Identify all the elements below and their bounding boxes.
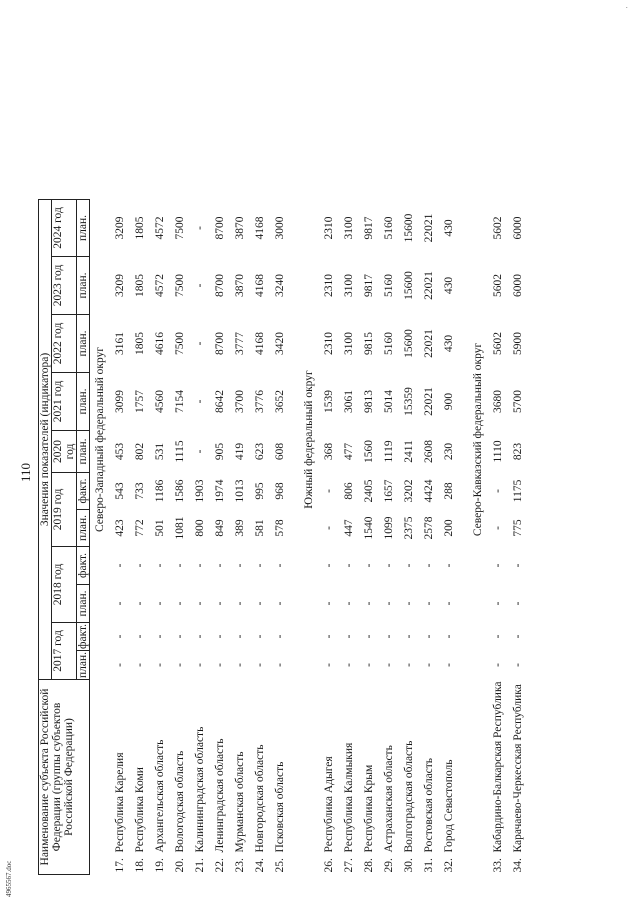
value-cell: - [443, 601, 456, 606]
value-cell: 1657 [383, 479, 396, 503]
row-number: 30. [403, 858, 416, 873]
value-cell: - [512, 634, 525, 639]
value-cell: - [194, 283, 207, 288]
value-cell: 2578 [423, 516, 436, 540]
row-number: 24. [254, 858, 267, 873]
value-cell: 775 [512, 519, 525, 537]
value-cell: 995 [254, 482, 267, 500]
value-cell: 772 [134, 519, 147, 537]
value-cell: 905 [214, 442, 227, 461]
value-cell: - [323, 526, 336, 530]
row-number: 33. [492, 858, 505, 873]
row-number: 31. [423, 858, 436, 873]
value-cell: 8700 [214, 273, 227, 297]
value-cell: - [363, 663, 376, 667]
year-header: 2023 год [52, 256, 77, 314]
value-cell: 3776 [254, 389, 267, 413]
value-cell: 5160 [383, 331, 396, 355]
value-cell: - [274, 563, 287, 568]
year-header: 2021 год [52, 372, 77, 430]
value-cell: 2375 [403, 516, 416, 540]
value-cell: 200 [443, 519, 456, 537]
row-number: 32. [443, 858, 456, 873]
value-cell: 8700 [214, 216, 227, 240]
subject-name: Астраханская область [383, 745, 396, 853]
value-cell: - [492, 601, 505, 606]
value-cell: 6000 [512, 273, 525, 297]
value-cell: 3240 [274, 273, 287, 297]
row-number: 19. [154, 858, 167, 873]
value-cell: 2608 [423, 439, 436, 463]
value-cell: 5160 [383, 273, 396, 297]
value-cell: 3870 [234, 273, 247, 297]
subject-name: Калининградская область [194, 726, 207, 853]
values-group-header: Значения показателей (индикатора) [39, 199, 52, 679]
value-cell: 1805 [134, 273, 147, 297]
value-cell: - [423, 563, 436, 568]
value-cell: - [492, 634, 505, 639]
value-cell: - [174, 601, 187, 606]
value-cell: - [154, 563, 167, 568]
value-cell: - [214, 663, 227, 667]
value-cell: 900 [443, 392, 456, 411]
value-cell: 3061 [343, 389, 356, 413]
value-cell: 9815 [363, 331, 376, 355]
subheader-plan: план. [77, 509, 90, 546]
value-cell: 22021 [423, 387, 436, 416]
subject-name: Архангельская область [154, 739, 167, 853]
subject-name: Республика Калмыкия [343, 742, 356, 853]
value-cell: - [194, 449, 207, 454]
value-cell: - [323, 634, 336, 639]
value-cell: 453 [114, 442, 127, 461]
row-number: 20. [174, 858, 187, 873]
value-cell: 5900 [512, 331, 525, 355]
value-cell: - [234, 601, 247, 606]
value-cell: - [343, 563, 356, 568]
corner-mark: ' [626, 6, 632, 8]
value-cell: - [154, 634, 167, 639]
subject-name: Республика Крым [363, 764, 376, 853]
value-cell: - [234, 634, 247, 639]
value-cell: 1540 [363, 516, 376, 540]
value-cell: - [114, 663, 127, 667]
table-body [90, 199, 529, 874]
value-cell: 230 [443, 442, 456, 461]
value-cell: 802 [134, 442, 147, 461]
section-title: Северо-Кавказский федеральный округ [472, 342, 485, 537]
value-cell: - [363, 563, 376, 568]
year-header: 2024 год [52, 199, 77, 256]
value-cell: 1119 [383, 440, 396, 463]
value-cell: - [194, 663, 207, 667]
value-cell: - [114, 563, 127, 568]
value-cell: - [274, 663, 287, 667]
section-row [90, 199, 111, 874]
value-cell: 623 [254, 442, 267, 461]
subject-name: Республика Карелия [114, 752, 127, 853]
value-cell: 4168 [254, 216, 267, 240]
value-cell: - [512, 663, 525, 667]
value-cell: 15600 [403, 271, 416, 300]
value-cell: 1081 [174, 516, 187, 540]
value-cell: 477 [343, 442, 356, 461]
section-row [468, 199, 488, 874]
value-cell: - [174, 663, 187, 667]
year-header: 2018 год [52, 546, 77, 622]
value-cell: 389 [234, 519, 247, 537]
value-cell: - [154, 601, 167, 606]
value-cell: 733 [134, 482, 147, 500]
value-cell: - [423, 634, 436, 639]
value-cell: 9817 [363, 216, 376, 240]
value-cell: 5160 [383, 216, 396, 240]
row-number: 26. [323, 858, 336, 873]
value-cell: - [403, 563, 416, 568]
row-number: 25. [274, 858, 287, 873]
value-cell: 501 [154, 519, 167, 537]
value-cell: - [214, 563, 227, 568]
subject-name: Республика Коми [134, 767, 147, 853]
value-cell: - [134, 601, 147, 606]
value-cell: 543 [114, 482, 127, 500]
year-header: 2019 год [52, 472, 77, 546]
value-cell: - [443, 634, 456, 639]
value-cell: 22021 [423, 329, 436, 358]
table-row [190, 199, 210, 874]
value-cell: 1175 [512, 479, 525, 503]
value-cell: 3700 [234, 389, 247, 413]
value-cell: - [443, 663, 456, 667]
value-cell: - [254, 634, 267, 639]
subheader-fact: факт. [77, 546, 90, 584]
value-cell: - [194, 634, 207, 639]
value-cell: 3680 [492, 389, 505, 413]
value-cell: - [443, 563, 456, 568]
value-cell: 5602 [492, 331, 505, 355]
value-cell: 3161 [114, 331, 127, 355]
value-cell: 1115 [174, 440, 187, 463]
value-cell: - [383, 563, 396, 568]
value-cell: 1586 [174, 479, 187, 503]
value-cell: 4560 [154, 389, 167, 413]
value-cell: 849 [214, 519, 227, 537]
value-cell: - [194, 226, 207, 230]
value-cell: 3100 [343, 273, 356, 297]
value-cell: 15600 [403, 329, 416, 358]
value-cell: - [403, 601, 416, 606]
value-cell: - [234, 663, 247, 667]
value-cell: 3777 [234, 331, 247, 355]
value-cell: 7500 [174, 216, 187, 240]
value-cell: - [512, 601, 525, 606]
value-cell: 1186 [154, 479, 167, 503]
value-cell: 1560 [363, 439, 376, 463]
row-number: 23. [234, 858, 247, 873]
value-cell: - [323, 601, 336, 606]
subject-name: Псковская область [274, 761, 287, 853]
value-cell: 430 [443, 334, 456, 353]
value-cell: - [174, 634, 187, 639]
subject-name: Город Севастополь [443, 759, 456, 853]
table-row [339, 199, 359, 874]
value-cell: - [234, 563, 247, 568]
value-cell: 581 [254, 519, 267, 537]
subject-name: Ленинградская область [214, 738, 227, 853]
value-cell: 9817 [363, 273, 376, 297]
table-row [270, 199, 290, 874]
value-cell: 1110 [492, 440, 505, 463]
value-cell: 8642 [214, 389, 227, 413]
table-row [319, 199, 339, 874]
year-header: 2022 год [52, 314, 77, 372]
subheader-fact: факт. [77, 472, 90, 509]
value-cell: 2310 [323, 216, 336, 240]
value-cell: 3420 [274, 331, 287, 355]
value-cell: 419 [234, 442, 247, 461]
value-cell: 3209 [114, 273, 127, 297]
value-cell: - [323, 663, 336, 667]
value-cell: - [114, 601, 127, 606]
table-row [488, 199, 508, 874]
subject-name: Ростовская область [423, 757, 436, 853]
value-cell: 4424 [423, 479, 436, 503]
value-cell: 3652 [274, 389, 287, 413]
table-row [419, 199, 439, 874]
value-cell: 531 [154, 442, 167, 461]
value-cell: - [492, 489, 505, 493]
value-cell: - [423, 601, 436, 606]
value-cell: 430 [443, 276, 456, 295]
table-row [508, 199, 528, 874]
indicator-table [38, 199, 528, 875]
row-number: 29. [383, 858, 396, 873]
value-cell: 1805 [134, 216, 147, 240]
value-cell: 4572 [154, 216, 167, 240]
row-number: 34. [512, 858, 525, 873]
value-cell: 7154 [174, 389, 187, 413]
subject-name: Волгоградская область [403, 740, 416, 853]
value-cell: - [512, 563, 525, 568]
value-cell: 7500 [174, 331, 187, 355]
value-cell: - [274, 634, 287, 639]
value-cell: 288 [443, 482, 456, 500]
table-row [399, 199, 419, 874]
value-cell: - [492, 663, 505, 667]
table-row [110, 199, 130, 874]
row-number: 27. [343, 858, 356, 873]
value-cell: 1757 [134, 389, 147, 413]
value-cell: - [492, 563, 505, 568]
value-cell: 1903 [194, 479, 207, 503]
value-cell: 3209 [114, 216, 127, 240]
value-cell: - [403, 634, 416, 639]
value-cell: - [134, 634, 147, 639]
value-cell: - [214, 634, 227, 639]
value-cell: 1013 [234, 479, 247, 503]
subheader-plan: план. [77, 651, 90, 679]
section-row [299, 199, 319, 874]
value-cell: - [363, 601, 376, 606]
value-cell: - [274, 601, 287, 606]
value-cell: 578 [274, 519, 287, 537]
table-row [359, 199, 379, 874]
row-number: 17. [114, 858, 127, 873]
value-cell: 4572 [154, 273, 167, 297]
subject-name: Кабардино-Балкарская Республика [492, 681, 505, 853]
value-cell: - [174, 563, 187, 568]
value-cell: - [254, 663, 267, 667]
section-spacer [290, 199, 299, 874]
value-cell: 7500 [174, 273, 187, 297]
row-number: 21. [194, 858, 207, 873]
value-cell: 5602 [492, 216, 505, 240]
value-cell: 5700 [512, 389, 525, 413]
table-row [230, 199, 250, 874]
value-cell: - [492, 526, 505, 530]
year-header: 2017 год [52, 622, 77, 679]
value-cell: 3870 [234, 216, 247, 240]
value-cell: - [423, 663, 436, 667]
subject-name-header: Наименование субъекта Российской Федерации (группы субъектов Российской Федерации) [39, 680, 90, 875]
value-cell: 1539 [323, 389, 336, 413]
subheader-plan: план. [77, 430, 90, 472]
value-cell: - [343, 601, 356, 606]
value-cell: - [383, 601, 396, 606]
value-cell: 2411 [403, 440, 416, 463]
section-title: Южный федеральный округ [303, 370, 316, 509]
subject-name: Мурманская область [234, 751, 247, 853]
value-cell: 15359 [403, 387, 416, 416]
row-number: 18. [134, 858, 147, 873]
value-cell: 3100 [343, 216, 356, 240]
table-row [250, 199, 270, 874]
value-cell: - [214, 601, 227, 606]
table-row [379, 199, 399, 874]
table-row [210, 199, 230, 874]
value-cell: 430 [443, 219, 456, 237]
value-cell: 2405 [363, 479, 376, 503]
value-cell: - [194, 563, 207, 568]
value-cell: - [134, 563, 147, 568]
value-cell: 2310 [323, 331, 336, 355]
value-cell: 22021 [423, 213, 436, 243]
value-cell: 3099 [114, 389, 127, 413]
value-cell: 4616 [154, 331, 167, 355]
value-cell: - [323, 489, 336, 493]
subheader-fact: факт. [77, 623, 90, 649]
value-cell: 423 [114, 519, 127, 537]
value-cell: 8700 [214, 331, 227, 355]
value-cell: - [254, 601, 267, 606]
value-cell: 6000 [512, 216, 525, 240]
value-cell: 1099 [383, 516, 396, 540]
value-cell: - [194, 341, 207, 346]
value-cell: - [383, 634, 396, 639]
page-number: 110 [18, 462, 33, 482]
value-cell: - [194, 399, 207, 404]
subheader-plan: план. [77, 256, 90, 314]
value-cell: 3202 [403, 479, 416, 503]
table-row [170, 199, 190, 874]
row-number: 28. [363, 858, 376, 873]
value-cell: 4168 [254, 331, 267, 355]
value-cell: 806 [343, 482, 356, 500]
section-title: Северо-Западный федеральный округ [94, 346, 107, 533]
value-cell: 3100 [343, 331, 356, 355]
value-cell: - [114, 634, 127, 639]
value-cell: 15600 [403, 213, 416, 243]
subheader-plan: план. [77, 372, 90, 430]
value-cell: 2310 [323, 273, 336, 297]
value-cell: 3000 [274, 216, 287, 240]
value-cell: 9813 [363, 389, 376, 413]
subheader-plan: план. [77, 199, 90, 256]
subheader-plan: план. [77, 584, 90, 622]
value-cell: 800 [194, 519, 207, 537]
value-cell: 5602 [492, 273, 505, 297]
table-row [150, 199, 170, 874]
value-cell: 608 [274, 442, 287, 461]
value-cell: 1974 [214, 479, 227, 503]
value-cell: 447 [343, 519, 356, 537]
value-cell: - [363, 634, 376, 639]
subject-name: Карачаево-Черкесская Республика [512, 684, 525, 853]
file-name: 4965567.doc [5, 860, 13, 897]
value-cell: - [343, 634, 356, 639]
year-header: 2020 год [52, 430, 77, 472]
value-cell: 5014 [383, 389, 396, 413]
value-cell: 823 [512, 442, 525, 461]
value-cell: - [194, 601, 207, 606]
row-number: 22. [214, 858, 227, 873]
value-cell: - [154, 663, 167, 667]
subject-name: Республика Адыгея [323, 756, 336, 853]
value-cell: 368 [323, 442, 336, 461]
table-row [130, 199, 150, 874]
value-cell: 4168 [254, 273, 267, 297]
value-cell: 22021 [423, 271, 436, 300]
value-cell: - [383, 663, 396, 667]
subheader-plan: план. [77, 314, 90, 372]
value-cell: - [134, 663, 147, 667]
table-row [439, 199, 459, 874]
value-cell: 1805 [134, 331, 147, 355]
value-cell: - [254, 563, 267, 568]
value-cell: 968 [274, 482, 287, 500]
value-cell: - [323, 563, 336, 568]
subject-name: Новгородская область [254, 744, 267, 853]
subject-name: Вологодская область [174, 750, 187, 853]
section-spacer [459, 199, 468, 874]
value-cell: - [403, 663, 416, 667]
value-cell: - [343, 663, 356, 667]
